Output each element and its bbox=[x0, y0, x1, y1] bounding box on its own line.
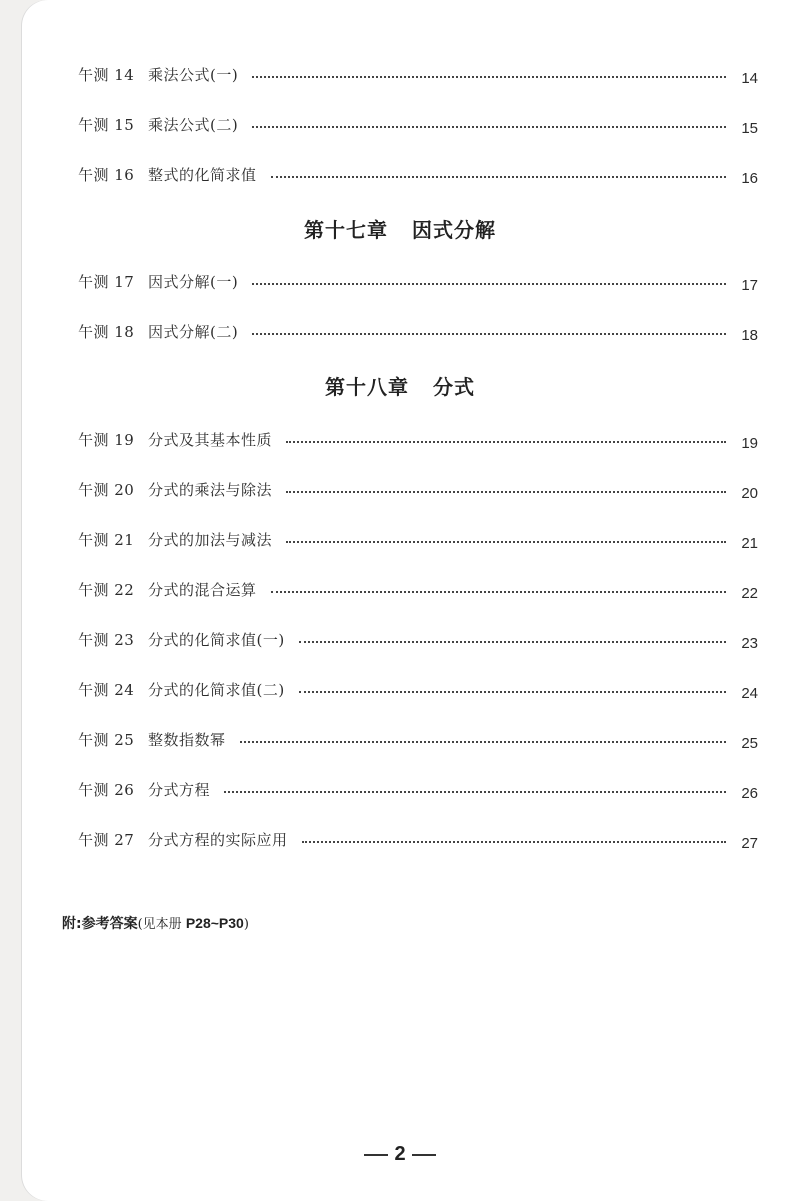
appendix-note-close: ) bbox=[243, 917, 249, 932]
toc-lesson-label: 午测 24 bbox=[78, 680, 135, 699]
toc-page-number: 19 bbox=[741, 434, 758, 452]
dot-leader bbox=[271, 174, 726, 178]
dot-leader bbox=[299, 639, 726, 643]
toc-page-number: 16 bbox=[741, 169, 758, 187]
appendix-label: 附:参考答案 bbox=[62, 916, 138, 932]
page-footer bbox=[0, 1143, 800, 1166]
toc-entry[interactable] bbox=[78, 577, 758, 601]
dot-leader bbox=[271, 589, 726, 593]
toc-page-number: 21 bbox=[741, 534, 758, 552]
toc-page-number: 23 bbox=[741, 634, 758, 652]
toc-entry[interactable] bbox=[78, 112, 758, 136]
toc-lesson-label: 午测 15 bbox=[78, 115, 135, 134]
dot-leader bbox=[252, 124, 726, 128]
toc-page-number: 27 bbox=[741, 834, 758, 852]
toc-entry[interactable] bbox=[78, 827, 758, 851]
toc-title: 乘法公式(二) bbox=[148, 115, 239, 134]
footer-dash-right bbox=[412, 1154, 436, 1156]
toc-lesson-label: 午测 14 bbox=[78, 65, 135, 84]
toc-entry[interactable] bbox=[78, 777, 758, 801]
toc-title: 因式分解(二) bbox=[148, 322, 239, 341]
toc-lesson-label: 午测 20 bbox=[78, 480, 135, 499]
dot-leader bbox=[302, 839, 726, 843]
toc-title: 整数指数幂 bbox=[148, 730, 226, 749]
toc-title: 分式方程的实际应用 bbox=[148, 830, 288, 849]
toc-title: 分式及其基本性质 bbox=[148, 430, 273, 449]
toc-title: 分式的化简求值(二) bbox=[148, 680, 285, 699]
toc-title: 整式的化简求值 bbox=[148, 165, 257, 184]
dot-leader bbox=[299, 689, 726, 693]
dot-leader bbox=[252, 281, 726, 285]
dot-leader bbox=[240, 739, 726, 743]
toc-page-number: 26 bbox=[741, 784, 758, 802]
toc-entry[interactable] bbox=[78, 319, 758, 343]
toc-page-number: 18 bbox=[741, 326, 758, 344]
toc-lesson-label: 午测 18 bbox=[78, 322, 135, 341]
toc-entry[interactable] bbox=[78, 477, 758, 501]
toc-title: 分式的乘法与除法 bbox=[148, 480, 273, 499]
toc-title: 乘法公式(一) bbox=[148, 65, 239, 84]
toc-page-number: 14 bbox=[741, 69, 758, 87]
dot-leader bbox=[286, 439, 726, 443]
toc-lesson-label: 午测 17 bbox=[78, 272, 135, 291]
chapter-name: 分式 bbox=[433, 375, 475, 399]
toc-entry[interactable] bbox=[78, 677, 758, 701]
toc-title: 分式的混合运算 bbox=[148, 580, 257, 599]
toc-entry[interactable] bbox=[78, 427, 758, 451]
chapter-number: 第十七章 bbox=[304, 218, 388, 242]
dot-leader bbox=[286, 539, 726, 543]
footer-dash-left bbox=[364, 1154, 388, 1156]
toc-page-number: 22 bbox=[741, 584, 758, 602]
toc-entry[interactable] bbox=[78, 527, 758, 551]
dot-leader bbox=[224, 789, 726, 793]
dot-leader bbox=[252, 331, 726, 335]
toc-title: 分式的加法与减法 bbox=[148, 530, 273, 549]
appendix-note-open: (见本册 bbox=[137, 917, 186, 932]
chapter-number: 第十八章 bbox=[325, 375, 409, 399]
footer-page-number: 2 bbox=[394, 1143, 406, 1165]
dot-leader bbox=[252, 74, 726, 78]
toc-lesson-label: 午测 27 bbox=[78, 830, 135, 849]
toc-lesson-label: 午测 23 bbox=[78, 630, 135, 649]
chapter-heading bbox=[0, 371, 800, 400]
appendix-page-range: P28~P30 bbox=[185, 915, 244, 931]
chapter-name: 因式分解 bbox=[412, 218, 496, 242]
chapter-heading bbox=[0, 214, 800, 243]
toc-title: 分式的化简求值(一) bbox=[148, 630, 285, 649]
toc-lesson-label: 午测 25 bbox=[78, 730, 135, 749]
toc-page-number: 20 bbox=[741, 484, 758, 502]
toc-page-number: 15 bbox=[741, 119, 758, 137]
toc-lesson-label: 午测 22 bbox=[78, 580, 135, 599]
dot-leader bbox=[286, 489, 726, 493]
toc-entry[interactable] bbox=[78, 727, 758, 751]
toc-entry[interactable] bbox=[78, 62, 758, 86]
toc-page-number: 25 bbox=[741, 734, 758, 752]
toc-page-number: 24 bbox=[741, 684, 758, 702]
toc-lesson-label: 午测 26 bbox=[78, 780, 135, 799]
toc-page-number: 17 bbox=[741, 276, 758, 294]
toc-entry[interactable] bbox=[78, 627, 758, 651]
toc-title: 因式分解(一) bbox=[148, 272, 239, 291]
toc-lesson-label: 午测 19 bbox=[78, 430, 135, 449]
toc-entry[interactable] bbox=[78, 269, 758, 293]
toc-lesson-label: 午测 16 bbox=[78, 165, 135, 184]
appendix-answer-reference[interactable] bbox=[62, 913, 249, 933]
toc-entry[interactable] bbox=[78, 162, 758, 186]
toc-title: 分式方程 bbox=[148, 780, 211, 799]
toc-lesson-label: 午测 21 bbox=[78, 530, 135, 549]
